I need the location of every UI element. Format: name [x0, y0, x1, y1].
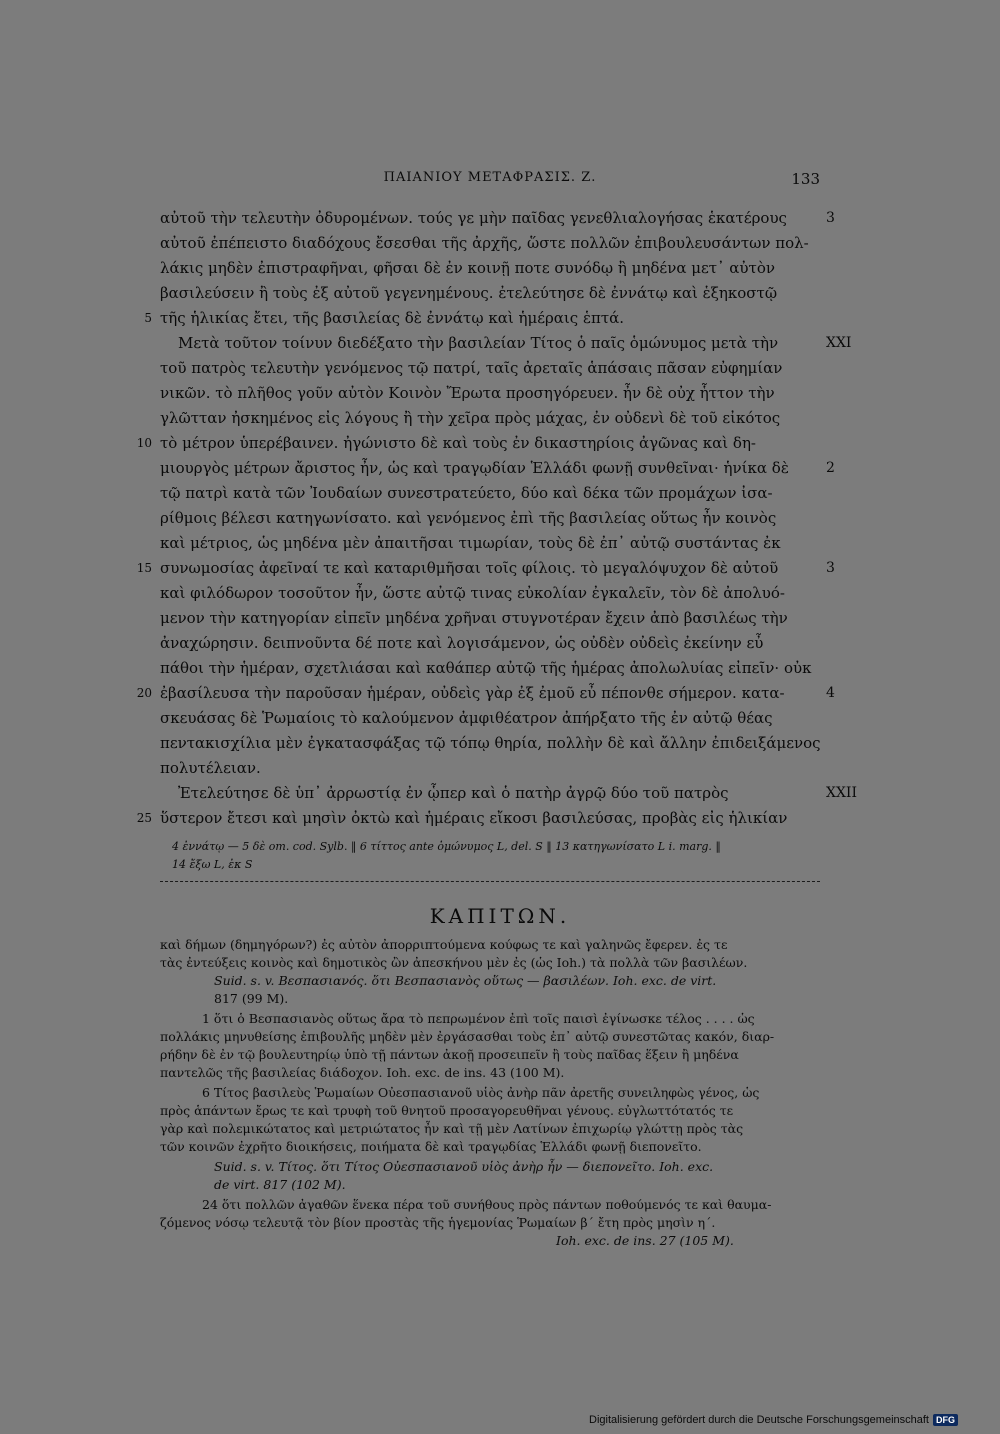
dfg-logo-icon: DFG [933, 1414, 958, 1426]
excerpt-line: 24 ὅτι πολλῶν ἀγαθῶν ἕνεκα πέρα τοῦ συνήθους πρὸς πάντων ποθούμενός τε καὶ θαυμα- [202, 1197, 772, 1212]
excerpt-line: τῶν κοινῶν ἐχρῆτο διοικήσεις, ποιήματα δὲ καὶ τραγῳδίας Ἑλλάδι φωνῇ διεπονεῖτο. [160, 1139, 702, 1154]
text-line: τὸ μέτρον ὑπερέβαινεν. ἠγώνιστο δὲ καὶ τοὺς ἐν δικαστηρίοις ἀγῶνας καὶ δη- [160, 434, 756, 452]
text-line: μιουργὸς μέτρων ἄριστος ἦν, ὡς καὶ τραγῳδίαν Ἑλλάδι φωνῇ συνθεῖναι· ἡνίκα δὲ [160, 459, 789, 477]
excerpt-line: 817 (99 M). [214, 991, 289, 1006]
digitization-credit [589, 1414, 958, 1426]
excerpt-line: 6 Τίτος βασιλεὺς Ῥωμαίων Οὐεσπασιανοῦ υἱὸς ἀνὴρ πᾶν ἀρετῆς συνειληφὼς γένος, ὡς [202, 1085, 760, 1100]
text-line: αὐτοῦ τὴν τελευτὴν ὀδυρομένων. τούς γε μὴν παῖδας γενεθλιαλογήσας ἑκατέρους [160, 209, 787, 227]
margin-note: 3 [826, 560, 835, 576]
excerpt-line: ζόμενος νόσῳ τελευτᾷ τὸν βίον προστὰς τῆς ἡγεμονίας Ῥωμαίων β΄ ἔτη πρὸς μησὶν η΄. [160, 1215, 716, 1230]
excerpt-line: Ioh. exc. de ins. 27 (105 M). [556, 1233, 734, 1248]
text-line: τοῦ πατρὸς τελευτὴν γενόμενος τῷ πατρί, ταῖς ἀρεταῖς ἁπάσαις πᾶσαν εὐφημίαν [160, 359, 783, 377]
excerpt-line: Suid. s. v. Τίτος. ὅτι Τίτος Οὐεσπασιανοῦ υἱὸς ἀνὴρ ἦν — διεπονεῖτο. Ioh. exc. [214, 1159, 714, 1174]
text-line: μενον τὴν κατηγορίαν εἰπεῖν μηδένα χρῆναι στυγνοτέραν ἔχειν ἀπὸ βασιλέως τὴν [160, 609, 788, 627]
text-line: καὶ φιλόδωρον τοσοῦτον ἦν, ὥστε αὐτῷ τινας εὐκολίαν ἐγκαλεῖν, τὸν δὲ ἀπολυό- [160, 584, 785, 602]
text-line: ρίθμοις βέλεσι κατηγωνίσατο. καὶ γενόμενος ἐπὶ τῆς βασιλείας οὕτως ἦν κοινὸς [160, 509, 777, 527]
margin-note: 2 [826, 460, 835, 476]
text-line: συνωμοσίας ἀφεῖναί τε καὶ καταριθμῆσαι τοῖς φίλοις. τὸ μεγαλόψυχον δὲ αὐτοῦ [160, 559, 779, 577]
text-line: αὐτοῦ ἐπέπειστο διαδόχους ἔσεσθαι τῆς ἀρχῆς, ὥστε πολλῶν ἐπιβουλευσάντων πολ- [160, 234, 809, 252]
critical-apparatus-line: 14 ἔξω L, ἐκ S [172, 858, 253, 871]
text-line: γλῶτταν ἠσκημένος εἰς λόγους ἢ τὴν χεῖρα πρὸς μάχας, ἐν οὐδενὶ δὲ τοῦ εἰκότος [160, 409, 781, 427]
text-line: σκευάσας δὲ Ῥωμαίοις τὸ καλούμενον ἀμφιθέατρον ἀπήρξατο τῆς ἐν αὐτῷ θέας [160, 709, 773, 727]
line-number: 5 [144, 311, 152, 325]
excerpt-line: πρὸς ἁπάντων ἔρως τε καὶ τρυφὴ τοῦ θνητοῦ προσαγορευθῆναι γένους. εὐγλωττότατός τε [160, 1103, 734, 1118]
line-number: 15 [136, 561, 152, 575]
running-title: ΠΑΙΑΝΙΟΥ ΜΕΤΑΦΡΑΣΙΣ. Ζ. [383, 170, 597, 185]
text-line: τῆς ἡλικίας ἔτει, τῆς βασιλείας δὲ ἐννάτῳ καὶ ἡμέραις ἑπτά. [160, 309, 625, 327]
text-line: ὕστερον ἔτεσι καὶ μησὶν ὀκτὼ καὶ ἡμέραις εἴκοσι βασιλεύσας, προβὰς εἰς ἡλικίαν [160, 809, 788, 827]
text-line: ἐβασίλευσα τὴν παροῦσαν ἡμέραν, οὐδεὶς γὰρ ἐξ ἐμοῦ εὖ πέπονθε σήμερον. κατα- [160, 684, 785, 702]
excerpt-line: καὶ δήμων (δημηγόρων?) ἐς αὐτὸν ἀπορριπτούμενα κούφως τε καὶ γαληνῶς ἔφερεν. ἐς τε [160, 937, 728, 952]
excerpt-line: ρήδην δὲ ἐν τῷ βουλευτηρίῳ ὑπὸ τῇ πάντων ἀκοῇ προσειπεῖν ἢ τοὺς παῖδας ἕξειν ἢ μηδένα [160, 1047, 739, 1062]
margin-note: XXII [826, 785, 857, 801]
section-title: ΚΑΠΙΤΩΝ. [429, 904, 571, 928]
credit-text: Digitalisierung gefördert durch die Deutsche Forschungsgemeinschaft [589, 1414, 929, 1426]
excerpt-line: 1 ὅτι ὁ Βεσπασιανὸς οὕτως ἄρα τὸ πεπρωμένον ἐπὶ τοῖς παισὶ ἐγίνωσκε τέλος . . . . ὡς [202, 1011, 755, 1026]
margin-note: XXI [826, 335, 852, 351]
excerpt-line: πολλάκις μηνυθείσης ἐπιβουλῆς μηδὲν μὲν ἐργάσασθαι τοὺς ἐπ᾽ αὐτῷ συνεστῶτας κακόν, διαρ- [160, 1029, 775, 1044]
line-number: 25 [136, 811, 152, 825]
line-number: 10 [136, 436, 152, 450]
text-line: τῷ πατρὶ κατὰ τῶν Ἰουδαίων συνεστρατεύετο, δύο καὶ δέκα τῶν προμάχων ἰσα- [160, 484, 773, 502]
excerpt-line: de virt. 817 (102 M). [214, 1177, 346, 1192]
text-line: πάθοι τὴν ἡμέραν, σχετλιάσαι καὶ καθάπερ αὐτῷ τῆς ἡμέρας ἀπολωλυίας εἰπεῖν· οὐκ [160, 659, 812, 677]
excerpt-line: τὰς ἐντεύξεις κοινὸς καὶ δημοτικὸς ὢν ἀπεσκήνου μὲν ἐς (ὡς Ioh.) τὰ πολλὰ τῶν βασιλέων. [160, 955, 748, 970]
text-line: καὶ μέτριος, ὡς μηδένα μὲν ἀπαιτῆσαι τιμωρίαν, τοὺς δὲ ἐπ᾽ αὐτῷ συστάντας ἐκ [160, 534, 781, 552]
line-number: 20 [136, 686, 152, 700]
text-line: νικῶν. τὸ πλῆθος γοῦν αὐτὸν Κοινὸν Ἔρωτα προσηγόρευεν. ἦν δὲ οὐχ ἧττον τὴν [160, 384, 775, 402]
margin-note: 4 [826, 685, 835, 701]
text-line: πεντακισχίλια μὲν ἐγκατασφάξας τῷ τόπῳ θηρία, πολλὴν δὲ καὶ ἄλλην ἐπιδειξάμενος [160, 734, 821, 752]
text-line: πολυτέλειαν. [160, 759, 261, 777]
section-divider [160, 881, 820, 882]
critical-apparatus-line: 4 ἐννάτῳ — 5 δὲ om. cod. Sylb. ‖ 6 τίττος ante ὁμώνυμος L, del. S ‖ 13 κατηγωνίσατο L i. marg. ‖ [172, 840, 721, 853]
margin-note: 3 [826, 210, 835, 226]
running-header [160, 170, 820, 192]
excerpt-line: παντελῶς τῆς βασιλείας διάδοχον. Ioh. exc. de ins. 43 (100 M). [160, 1065, 565, 1080]
text-line: βασιλεύσειν ἢ τοὺς ἐξ αὐτοῦ γεγενημένους. ἐτελεύτησε δὲ ἐννάτῳ καὶ ἑξηκοστῷ [160, 284, 778, 302]
excerpt-line: Suid. s. v. Βεσπασιανός. ὅτι Βεσπασιανὸς οὕτως — βασιλέων. Ioh. exc. de virt. [214, 973, 717, 988]
text-line: Ἐτελεύτησε δὲ ὑπ᾽ ἀρρωστίᾳ ἐν ᾧπερ καὶ ὁ πατὴρ ἀγρῷ δύο τοῦ πατρὸς [178, 784, 729, 802]
text-line: Μετὰ τοῦτον τοίνυν διεδέξατο τὴν βασιλείαν Τίτος ὁ παῖς ὁμώνυμος μετὰ τὴν [178, 334, 779, 352]
page-number: 133 [791, 170, 820, 188]
text-line: ἀναχώρησιν. δειπνοῦντα δέ ποτε καὶ λογισάμενον, ὡς οὐδὲν οὐδεὶς ἐκείνην εὖ [160, 634, 764, 652]
excerpt-line: γὰρ καὶ πολεμικώτατος καὶ μετριώτατος ἦν καὶ τῇ μὲν Λατίνων ἐπιχωρίῳ γλώττῃ πρὸς τὰς [160, 1121, 744, 1136]
text-line: λάκις μηδὲν ἐπιστραφῆναι, φῆσαι δὲ ἐν κοινῇ ποτε συνόδῳ ἢ μηδένα μετ᾽ αὐτὸν [160, 259, 775, 277]
